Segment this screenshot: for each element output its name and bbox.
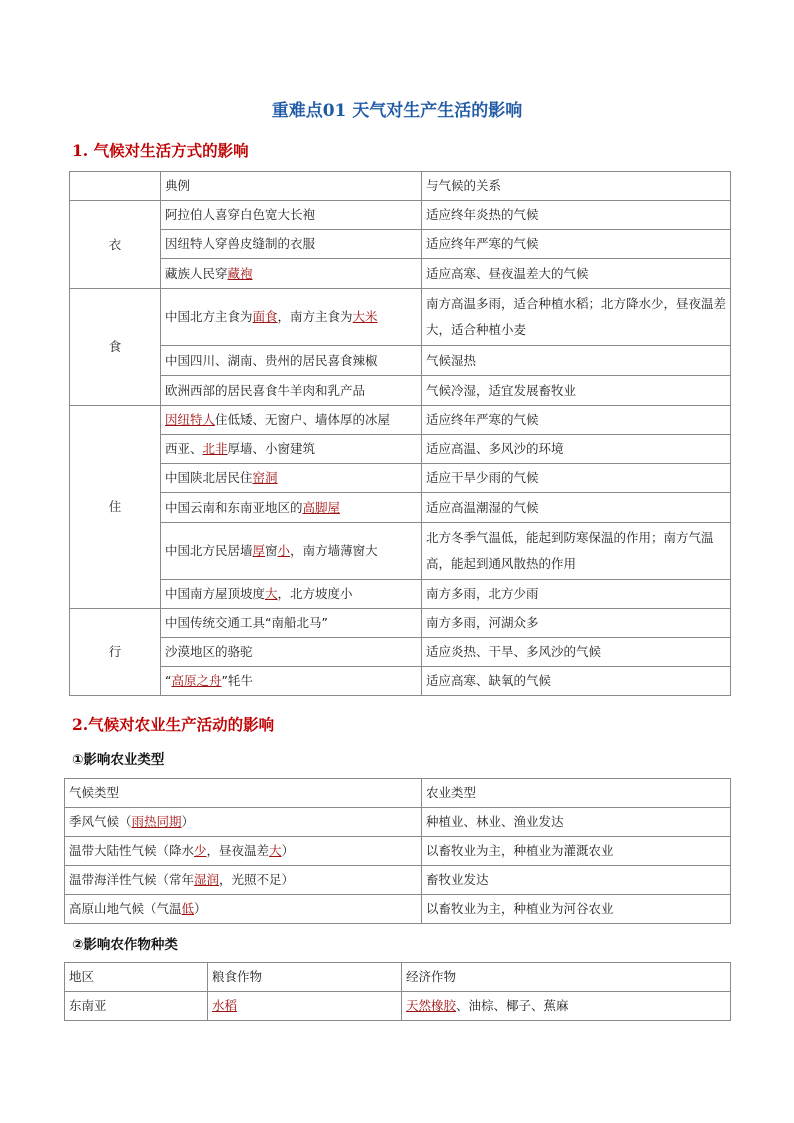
category-cell: 住 [70, 406, 161, 609]
example-cell [161, 346, 422, 376]
text-segment: ”牦牛 [221, 673, 253, 688]
example-cell [161, 523, 422, 580]
table-row [65, 866, 731, 895]
text-segment: ，南方墙薄窗大 [290, 543, 378, 558]
keyword: 因纽特人 [165, 412, 216, 427]
lifestyle-table [69, 171, 731, 696]
keyword: 大米 [352, 309, 378, 324]
table-row [70, 609, 731, 638]
table-header-row [65, 963, 731, 992]
keyword: 窑洞 [252, 470, 278, 485]
text-segment: 欧洲西部的居民喜食牛羊肉和乳产品 [165, 382, 366, 398]
keyword: 水稻 [212, 998, 238, 1013]
relation-cell: 南方多雨，北方少雨 [422, 580, 731, 609]
crop-type-table [64, 962, 731, 1021]
table-row [65, 808, 731, 837]
example-cell [161, 289, 422, 346]
example-cell [161, 230, 422, 259]
text-segment: 、油棕、椰子、蕉麻 [456, 998, 569, 1013]
table-row [70, 289, 731, 346]
sub1-heading: ①影响农业类型 [72, 752, 165, 768]
text-segment: 中国陕北居民住 [165, 470, 253, 485]
example-cell [161, 376, 422, 406]
keyword: 高原之舟 [171, 673, 222, 688]
agriculture-cell: 种植业、林业、渔业发达 [422, 808, 731, 837]
example-cell [161, 201, 422, 230]
text-segment: ，昼夜温差 [206, 843, 270, 858]
keyword: 北非 [202, 441, 228, 456]
table-row [65, 992, 731, 1021]
table-row [70, 435, 731, 464]
agriculture-cell: 以畜牧业为主，种植业为灌溉农业 [422, 837, 731, 866]
text-segment: 窗 [265, 543, 278, 558]
relation-cell: 南方高温多雨，适合种植水稻；北方降水少，昼夜温差大，适合种植小麦 [422, 289, 731, 346]
table-row [70, 464, 731, 493]
keyword: 低 [181, 901, 195, 916]
relation-cell: 气候湿热 [422, 346, 731, 376]
text-segment: 厚墙、小窗建筑 [227, 441, 316, 456]
category-cell: 衣 [70, 201, 161, 289]
example-cell [161, 609, 422, 638]
keyword: 小 [277, 543, 291, 558]
climate-cell [65, 837, 422, 866]
text-segment: “ [165, 673, 172, 688]
header-cell [70, 172, 161, 201]
example-cell [161, 493, 422, 523]
keyword: 湿润 [194, 872, 220, 887]
header-cell: 与气候的关系 [422, 172, 731, 201]
text-segment: 中国北方主食为 [165, 309, 253, 324]
climate-cell [65, 895, 422, 924]
grain-cell [208, 992, 402, 1021]
relation-cell: 适应终年炎热的气候 [422, 201, 731, 230]
table-row [65, 895, 731, 924]
text-segment: 中国传统交通工具“南船北马” [165, 615, 328, 630]
keyword: 少 [194, 843, 207, 858]
text-segment: 中国四川、湖南、贵州的居民喜食辣椒 [165, 352, 378, 368]
table-header-row [65, 779, 731, 808]
table-row [70, 376, 731, 406]
keyword: 厚 [252, 543, 266, 558]
table-row [70, 523, 731, 580]
relation-cell: 适应高温、多风沙的环境 [422, 435, 731, 464]
text-segment: 季风气候（ [69, 814, 132, 829]
table-row [70, 667, 731, 696]
relation-cell: 适应炎热、干旱、多风沙的气候 [422, 638, 731, 667]
table-header-row [70, 172, 731, 201]
climate-cell [65, 866, 422, 895]
text-segment: 沙漠地区的骆驼 [165, 644, 253, 659]
keyword: 面食 [252, 309, 278, 324]
example-cell [161, 259, 422, 289]
table-row [70, 638, 731, 667]
text-segment: 中国南方屋顶坡度 [165, 586, 266, 601]
text-segment: ） [194, 901, 207, 916]
agriculture-cell: 畜牧业发达 [422, 866, 731, 895]
keyword: 大 [265, 586, 278, 601]
text-segment: ） [181, 814, 195, 829]
category-cell: 食 [70, 289, 161, 406]
example-cell [161, 638, 422, 667]
keyword: 天然橡胶 [406, 998, 457, 1013]
table-row [70, 406, 731, 435]
table-row [65, 837, 731, 866]
keyword: 大 [269, 843, 282, 858]
section1-heading: 1. 气候对生活方式的影响 [72, 141, 249, 160]
text-segment: 阿拉伯人喜穿白色宽大长袍 [165, 207, 316, 222]
keyword: 藏袍 [227, 265, 253, 281]
category-cell: 行 [70, 609, 161, 696]
text-segment: ） [281, 843, 295, 858]
agriculture-type-table [64, 778, 731, 924]
relation-cell: 适应终年严寒的气候 [422, 406, 731, 435]
example-cell [161, 406, 422, 435]
text-segment: 温带大陆性气候（降水 [69, 843, 195, 858]
header-cell: 粮食作物 [208, 963, 402, 992]
text-segment: 因纽特人穿兽皮缝制的衣服 [165, 236, 316, 251]
text-segment: ，北方坡度小 [277, 586, 353, 601]
cash-crop-cell [402, 992, 731, 1021]
table-row [70, 493, 731, 523]
climate-cell [65, 808, 422, 837]
example-cell [161, 667, 422, 696]
page-title: 重难点01 天气对生产生活的影响 [271, 101, 523, 121]
relation-cell: 适应终年严寒的气候 [422, 230, 731, 259]
section2-heading: 2.气候对农业生产活动的影响 [72, 715, 275, 734]
header-cell: 气候类型 [65, 779, 422, 808]
header-cell: 典例 [161, 172, 422, 201]
text-segment: 住低矮、无窗户、墙体厚的冰屋 [215, 412, 391, 427]
header-cell: 农业类型 [422, 779, 731, 808]
header-cell: 经济作物 [402, 963, 731, 992]
keyword: 高脚屋 [302, 499, 341, 515]
text-segment: 温带海洋性气候（常年 [69, 872, 195, 887]
keyword: 雨热同期 [131, 814, 182, 829]
text-segment: ，光照不足） [219, 872, 295, 887]
text-segment: ，南方主食为 [277, 309, 353, 324]
text-segment: 高原山地气候（气温 [69, 901, 182, 916]
sub2-heading: ②影响农作物种类 [72, 937, 178, 953]
relation-cell: 适应干旱少雨的气候 [422, 464, 731, 493]
example-cell [161, 464, 422, 493]
header-cell: 地区 [65, 963, 208, 992]
text-segment: 西亚、 [165, 441, 203, 456]
table-row [70, 580, 731, 609]
relation-cell: 气候冷湿，适宜发展畜牧业 [422, 376, 731, 406]
relation-cell: 南方多雨，河湖众多 [422, 609, 731, 638]
example-cell [161, 435, 422, 464]
table-row [70, 201, 731, 230]
region-cell: 东南亚 [65, 992, 208, 1021]
table-row [70, 346, 731, 376]
relation-cell: 北方冬季气温低，能起到防寒保温的作用；南方气温高，能起到通风散热的作用 [422, 523, 731, 580]
text-segment: 中国云南和东南亚地区的 [165, 499, 303, 515]
relation-cell: 适应高寒、昼夜温差大的气候 [422, 259, 731, 289]
example-cell [161, 580, 422, 609]
table-row [70, 230, 731, 259]
relation-cell: 适应高寒、缺氧的气候 [422, 667, 731, 696]
text-segment: 中国北方民居墙 [165, 543, 253, 558]
relation-cell: 适应高温潮湿的气候 [422, 493, 731, 523]
table-row [70, 259, 731, 289]
agriculture-cell: 以畜牧业为主，种植业为河谷农业 [422, 895, 731, 924]
text-segment: 藏族人民穿 [165, 265, 228, 281]
